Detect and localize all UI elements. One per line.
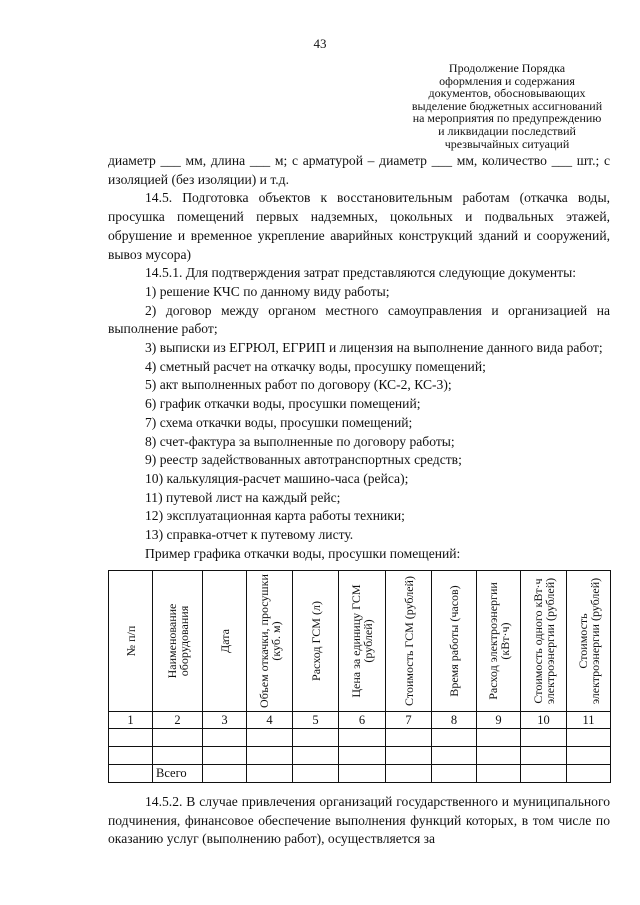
section-14-5: 14.5. Подготовка объектов к восстановительным работам (откачка воды, просушка помещений первых надземных, цокольных и подвальных этажей, обрушение и временное укрепление аварийных конструкций зданий и сооружений, вывоз мусора) — [108, 190, 610, 262]
column-number-cell: 11 — [567, 712, 611, 729]
table-cell — [521, 747, 567, 765]
after-table-text — [108, 793, 610, 849]
list-item: 1) решение КЧС по данному виду работы; — [145, 283, 390, 299]
header-text: Объем откачки, просушки (куб. м) — [256, 574, 283, 708]
table-cell — [477, 747, 521, 765]
header-note-line: и ликвидации последствий — [438, 123, 576, 138]
table-cell — [432, 729, 477, 747]
table-header-cell — [432, 571, 477, 712]
column-number-cell: 8 — [432, 712, 477, 729]
table-cell — [247, 765, 293, 783]
table-cell — [339, 747, 386, 765]
table-cell — [339, 765, 386, 783]
list-item: 6) график откачки воды, просушки помещений; — [145, 396, 421, 412]
table-cell — [567, 765, 611, 783]
list-item: 12) эксплуатационная карта работы техники; — [145, 508, 405, 524]
table-cell — [247, 729, 293, 747]
list-item: 8) счет-фактура за выполненные по договору работы; — [145, 433, 455, 449]
table-header-cell — [386, 571, 432, 712]
column-number-cell: 5 — [293, 712, 339, 729]
column-number-cell: 1 — [109, 712, 153, 729]
column-number-cell: 3 — [203, 712, 247, 729]
column-number-cell: 7 — [386, 712, 432, 729]
table-cell — [386, 729, 432, 747]
header-text: Расход электроэнергии (кВт·ч) — [485, 582, 512, 700]
table-header-cell — [567, 571, 611, 712]
table-row — [109, 747, 611, 765]
table-cell — [567, 747, 611, 765]
table-cell — [339, 729, 386, 747]
header-note-line: на мероприятия по предупреждению — [412, 111, 602, 126]
header-text: Наименование оборудования — [164, 603, 191, 679]
column-number-cell: 4 — [247, 712, 293, 729]
table-header-row — [109, 571, 611, 712]
table-header-cell — [477, 571, 521, 712]
total-row — [109, 765, 611, 783]
table-cell — [203, 765, 247, 783]
section-14-5-2: 14.5.2. В случае привлечения организаций государственного и муниципального подчинения, финансовое обеспечение выполнения функций которых, в том числе по оказанию услуг (выполнению работ), осуществляется за — [108, 794, 610, 847]
header-text: Расход ГСМ (л) — [308, 601, 323, 681]
table-cell — [109, 747, 153, 765]
table-row — [109, 729, 611, 747]
table-cell — [153, 729, 203, 747]
table-header-cell — [247, 571, 293, 712]
table-cell — [567, 729, 611, 747]
list-item: 10) калькуляция-расчет машино-часа (рейса); — [145, 470, 409, 486]
header-text: Стоимость одного кВт·ч электроэнергии (рублей) — [530, 577, 557, 705]
column-number-cell: 2 — [153, 712, 203, 729]
schedule-table — [108, 570, 611, 783]
list-item: 11) путевой лист на каждый рейс; — [145, 489, 341, 505]
table-header-cell — [293, 571, 339, 712]
list-item: 9) реестр задействованных автотранспортных средств; — [145, 452, 462, 468]
table-cell — [293, 729, 339, 747]
header-text: № п/п — [123, 625, 138, 657]
table-cell — [109, 765, 153, 783]
table-cell — [432, 747, 477, 765]
table-cell — [203, 729, 247, 747]
header-text: Цена за единицу ГСМ (рублей) — [349, 584, 375, 698]
list-item: 2) договор между органом местного самоуправления и организацией на выполнение работ; — [108, 302, 610, 337]
table-cell — [386, 747, 432, 765]
page-number: 43 — [313, 36, 327, 51]
column-number-row — [109, 712, 611, 729]
table-header-cell — [203, 571, 247, 712]
table-cell — [293, 747, 339, 765]
table-cell — [247, 747, 293, 765]
list-item: 13) справка-отчет к путевому листу. — [145, 527, 354, 543]
list-item: 7) схема откачки воды, просушки помещений; — [145, 414, 413, 430]
header-text: Дата — [217, 629, 232, 653]
column-number-cell: 6 — [339, 712, 386, 729]
table-cell — [477, 765, 521, 783]
table-header-cell — [521, 571, 567, 712]
header-note-line: выделение бюджетных ассигнований — [411, 98, 603, 113]
column-number-cell: 9 — [477, 712, 521, 729]
table-cell — [203, 747, 247, 765]
table-cell — [521, 729, 567, 747]
table-header-cell — [339, 571, 386, 712]
table-cell — [386, 765, 432, 783]
table-cell — [477, 729, 521, 747]
table-cell — [109, 729, 153, 747]
header-note-line: Продолжение Порядка — [448, 61, 566, 75]
document-body — [108, 152, 610, 563]
header-note — [392, 62, 622, 150]
table-cell — [521, 765, 567, 783]
intro-paragraph: диаметр ___ мм, длина ___ м; с арматурой – диаметр ___ мм, количество ___ шт.; с изоляцией (без изоляции) и т.д. — [108, 153, 610, 187]
header-note-line: оформления и содержания — [439, 73, 575, 88]
list-item: 4) сметный расчет на откачку воды, просушку помещений; — [145, 358, 486, 374]
table-cell — [153, 747, 203, 765]
table-caption: Пример графика откачки воды, просушки помещений: — [145, 545, 461, 561]
table-header-cell — [109, 571, 153, 712]
table-header-cell — [153, 571, 203, 712]
header-text: Стоимость ГСМ (рублей) — [401, 576, 416, 706]
table-cell — [293, 765, 339, 783]
header-text: Стоимость электроэнергии (рублей) — [575, 577, 602, 705]
schedule-table-wrap — [108, 570, 610, 783]
section-14-5-1: 14.5.1. Для подтверждения затрат представляются следующие документы: — [145, 265, 576, 281]
header-text: Время работы (часов) — [447, 585, 461, 697]
list-item: 5) акт выполненных работ по договору (КС-2, КС-3); — [145, 377, 452, 393]
list-item: 3) выписки из ЕГРЮЛ, ЕГРИП и лицензия на выполнение данного вида работ; — [145, 340, 603, 356]
header-note-line: документов, обосновывающих — [428, 86, 586, 101]
header-note-line: чрезвычайных ситуаций — [444, 136, 570, 151]
total-label: Всего — [153, 765, 203, 783]
column-number-cell: 10 — [521, 712, 567, 729]
table-cell — [432, 765, 477, 783]
